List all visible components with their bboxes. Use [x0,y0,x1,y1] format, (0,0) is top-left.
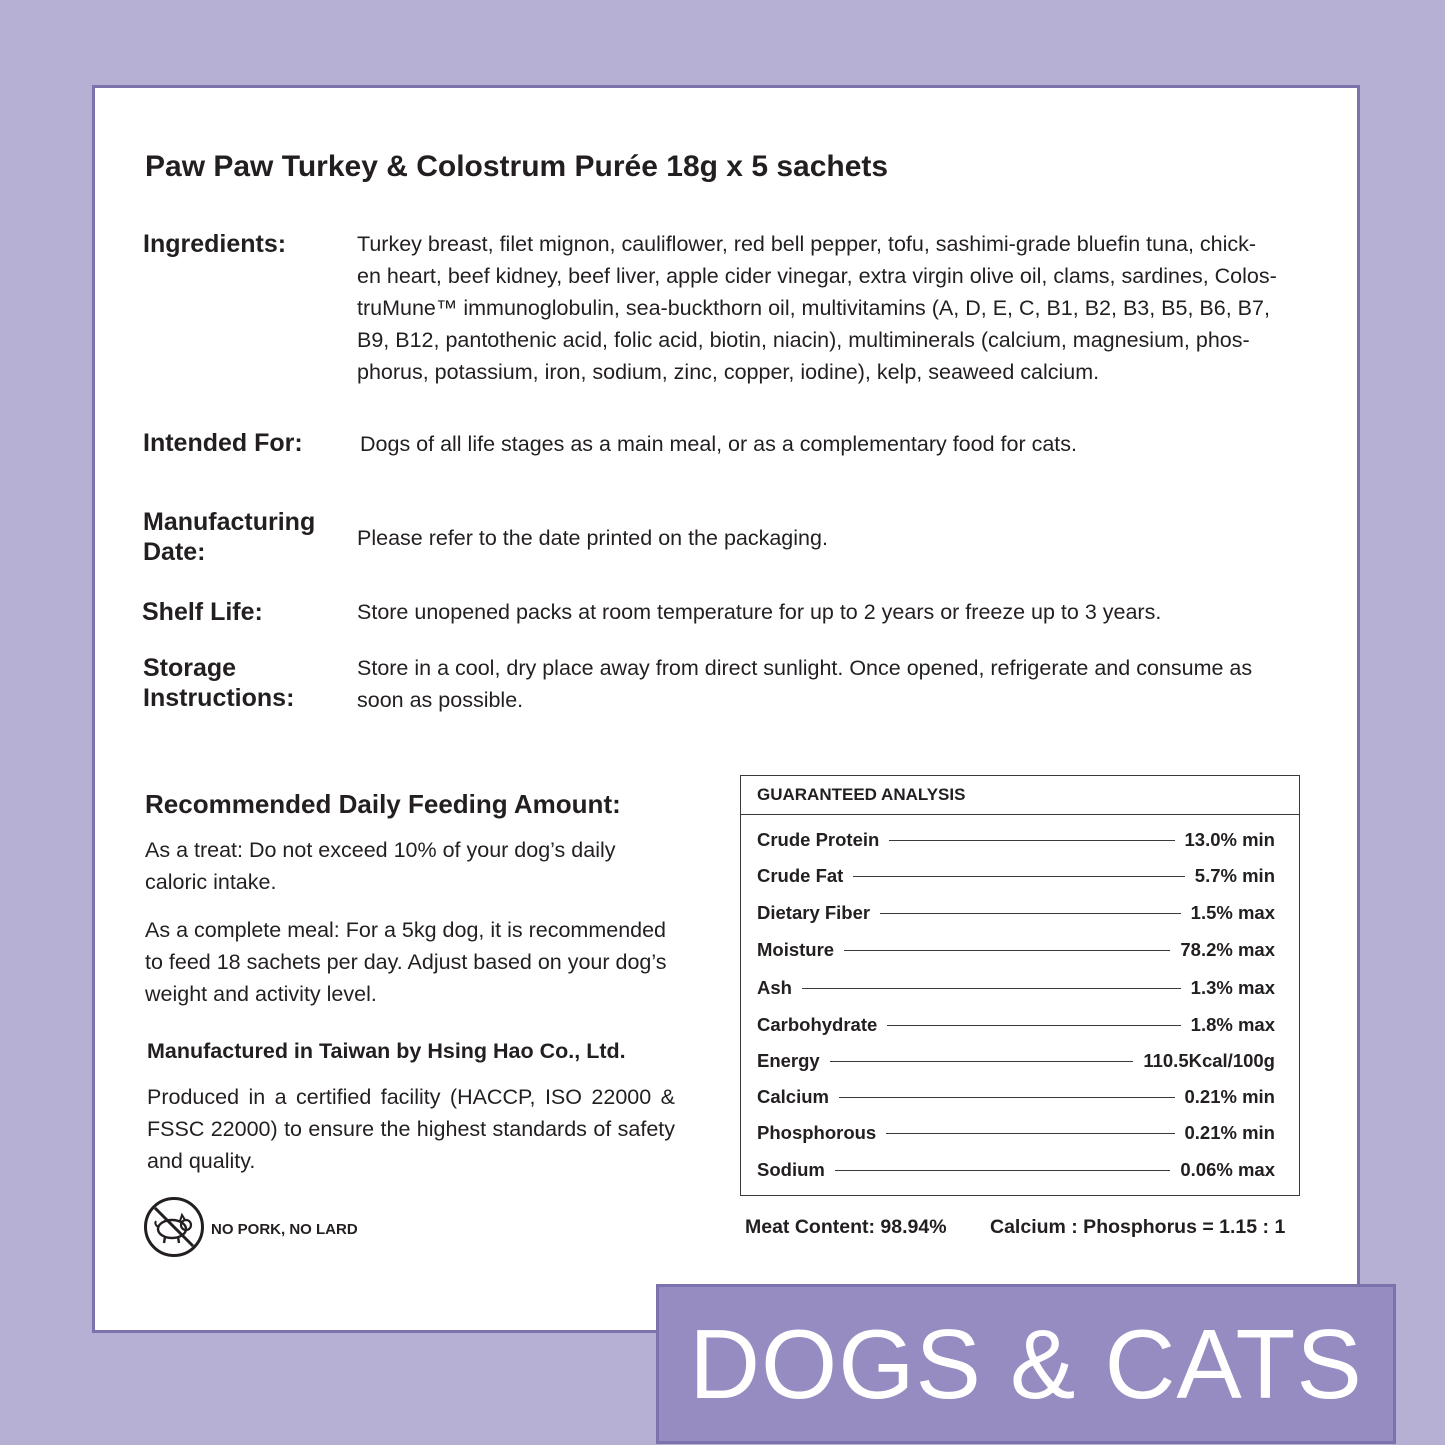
analysis-value: 0.06% max [1180,1159,1275,1180]
analysis-row [757,1048,1275,1074]
calcium-phosphorus-ratio: Calcium : Phosphorus = 1.15 : 1 [990,1216,1286,1238]
analysis-row [757,937,1275,963]
analysis-heading: GUARANTEED ANALYSIS [741,776,1299,815]
analysis-name: Carbohydrate [757,1014,878,1035]
ingredients-label: Ingredients: [143,230,287,258]
no-pork-icon [143,1196,205,1263]
analysis-name: Energy [757,1050,820,1071]
manufacturing-date-text: Please refer to the date printed on the packaging. [357,526,828,550]
leader-line [802,988,1181,989]
manufacturer-text: Produced in a certified facility (HACCP, ISO 22000 & FSSC 22000) to ensure the highest standards of safety and quality. [147,1085,675,1173]
analysis-row [757,1012,1275,1038]
analysis-row [757,1120,1275,1146]
manufacturer-heading: Manufactured in Taiwan by Hsing Hao Co., Ltd. [147,1039,626,1063]
analysis-name: Sodium [757,1159,825,1180]
no-pork-label: NO PORK, NO LARD [211,1221,358,1238]
feeding-heading: Recommended Daily Feeding Amount: [145,789,621,819]
leader-line [887,1025,1180,1026]
ingredients-line: B9, B12, pantothenic acid, folic acid, biotin, niacin), multiminerals (calcium, magnesium, phos- [357,328,1250,352]
analysis-row [757,1157,1275,1183]
analysis-value: 13.0% min [1184,829,1275,850]
analysis-row [757,827,1275,853]
storage-text: Store in a cool, dry place away from direct sunlight. Once opened, refrigerate and consume as soon as possible. [357,656,1253,712]
analysis-value: 0.21% min [1184,1122,1275,1143]
analysis-value: 5.7% min [1194,865,1275,886]
ingredients-line: Turkey breast, filet mignon, cauliflower, red bell pepper, tofu, sashimi-grade bluefin tuna, chick- [357,232,1257,256]
manufacturing-label-line: Date: [143,538,206,566]
intended-text: Dogs of all life stages as a main meal, or as a complementary food for cats. [360,432,1077,456]
intended-label: Intended For: [143,429,303,457]
no-pork-badge [143,1196,358,1263]
analysis-value: 1.3% max [1190,977,1275,998]
guaranteed-analysis-table [740,775,1300,1196]
analysis-name: Dietary Fiber [757,902,871,923]
analysis-name: Phosphorous [757,1122,877,1143]
leader-line [880,913,1181,914]
dogs-cats-banner: DOGS & CATS [656,1284,1396,1444]
analysis-value: 1.5% max [1190,902,1275,923]
analysis-row [757,863,1275,889]
storage-label-line: Storage [143,654,237,682]
analysis-row [757,900,1275,926]
analysis-row [757,1084,1275,1110]
manufacturing-label-line: Manufacturing [143,508,316,536]
analysis-value: 0.21% min [1184,1086,1275,1107]
analysis-name: Moisture [757,939,835,960]
leader-line [886,1133,1174,1134]
analysis-name: Calcium [757,1086,829,1107]
feeding-meal-text: As a complete meal: For a 5kg dog, it is recommended to feed 18 sachets per day. Adjust based on your dog’s weight and activity level. [145,918,667,1006]
analysis-value: 110.5Kcal/100g [1143,1050,1275,1071]
leader-line [844,950,1170,951]
analysis-name: Ash [757,977,792,998]
storage-label-line: Instructions: [143,684,295,712]
leader-line [835,1170,1171,1171]
leader-line [839,1097,1175,1098]
analysis-value: 78.2% max [1180,939,1275,960]
leader-line [853,876,1184,877]
meat-content: Meat Content: 98.94% [745,1216,947,1238]
shelf-life-label: Shelf Life: [142,598,263,626]
leader-line [830,1061,1134,1062]
ingredients-line: truMune™ immunoglobulin, sea-buckthorn oil, multivitamins (A, D, E, C, B1, B2, B3, B5, B6, B7, [357,296,1270,320]
analysis-row [757,975,1275,1001]
ingredients-line: en heart, beef kidney, beef liver, apple cider vinegar, extra virgin olive oil, clams, sardines, Colos- [357,264,1277,288]
analysis-name: Crude Protein [757,829,880,850]
ingredients-line: phorus, potassium, iron, sodium, zinc, copper, iodine), kelp, seaweed calcium. [357,360,1100,384]
storage-label [143,653,294,713]
feeding-treat-text: As a treat: Do not exceed 10% of your dog’s daily caloric intake. [145,838,616,894]
ingredients-text [357,228,1305,388]
leader-line [889,840,1174,841]
shelf-life-text: Store unopened packs at room temperature for up to 2 years or freeze up to 3 years. [357,600,1162,624]
analysis-value: 1.8% max [1190,1014,1275,1035]
analysis-name: Crude Fat [757,865,844,886]
manufacturing-date-label [143,507,315,567]
product-title: Paw Paw Turkey & Colostrum Purée 18g x 5 sachets [145,150,889,183]
